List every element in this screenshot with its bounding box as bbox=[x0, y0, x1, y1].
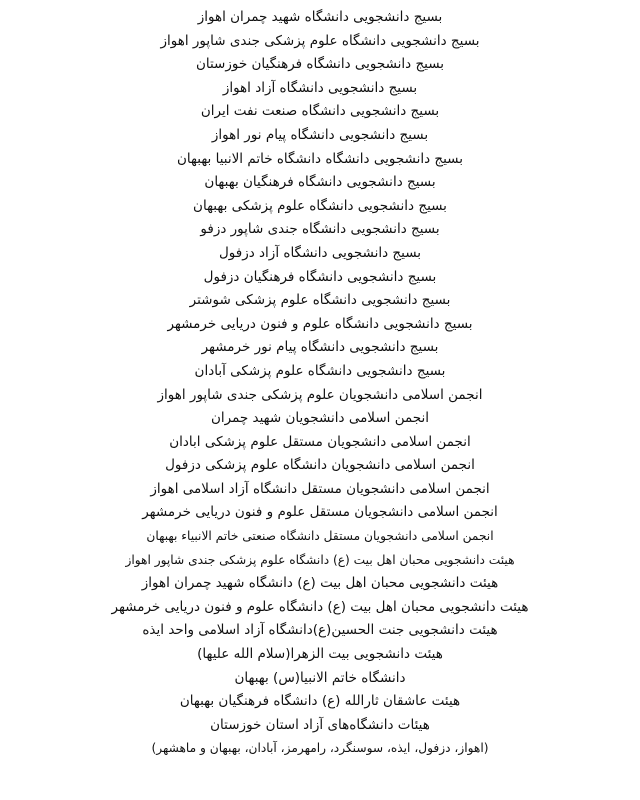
list-item: بسیج دانشجویی دانشگاه شهید چمران اهواز bbox=[197, 9, 443, 25]
list-item: بسیج دانشجویی دانشگاه جندی شاپور دزفو bbox=[200, 221, 440, 238]
organization-list bbox=[70, 6, 570, 761]
list-item: هیئت عاشقان ثارالله (ع) دانشگاه فرهنگیان بهبهان bbox=[179, 693, 461, 710]
list-item: دانشگاه خاتم الانبیا(س) بهبهان bbox=[234, 669, 406, 686]
list-item: بسیج دانشجویی دانشگاه فرهنگیان خوزستان bbox=[195, 56, 445, 73]
list-item: انجمن اسلامی دانشجویان دانشگاه علوم پزشکی دزفول bbox=[165, 457, 475, 474]
list-item: بسیج دانشجویی دانشگاه فرهنگیان دزفول bbox=[203, 268, 437, 285]
list-item: بسیج دانشجویی دانشگاه علوم پزشکی بهبهان bbox=[193, 197, 447, 214]
list-item: انجمن اسلامی دانشجویان مستقل دانشگاه صنعتی خاتم الانبیاء بهبهان bbox=[146, 529, 494, 544]
list-item: بسیج دانشجویی دانشگاه علوم و فنون دریایی خرمشهر bbox=[167, 315, 473, 332]
list-item: بسیج دانشجویی دانشگاه علوم پزشکی شوشتر bbox=[189, 292, 451, 309]
list-item: بسیج دانشجویی دانشگاه پیام نور اهواز bbox=[211, 126, 429, 143]
list-item: بسیج دانشجویی دانشگاه فرهنگیان بهبهان bbox=[204, 174, 436, 191]
list-item: انجمن اسلامی دانشجویان مستقل علوم و فنون دریایی خرمشهر bbox=[142, 504, 498, 521]
list-item: بسیج دانشجویی دانشگاه پیام نور خرمشهر bbox=[201, 339, 439, 356]
list-item: انجمن اسلامی دانشجویان مستقل دانشگاه آزاد اسلامی اهواز bbox=[150, 480, 490, 497]
list-item: (اهواز، دزفول، ایذه، سوسنگرد، رامهرمز، آبادان، بهبهان و ماهشهر) bbox=[151, 741, 489, 756]
list-item: هیئت دانشجویی جنت الحسین(ع)دانشگاه آزاد اسلامی واحد ایذه bbox=[142, 622, 498, 639]
list-item: انجمن اسلامی دانشجویان شهید چمران bbox=[210, 410, 430, 427]
list-item: انجمن اسلامی دانشجویان مستقل علوم پزشکی ابادان bbox=[169, 433, 471, 450]
list-item: بسیج دانشجویی دانشگاه علوم پزشکی جندی شاپور اهواز bbox=[160, 32, 480, 49]
list-item: انجمن اسلامی دانشجویان علوم پزشکی جندی شاپور اهواز bbox=[157, 386, 483, 403]
list-item: بسیج دانشجویی دانشگاه دانشگاه خاتم الانبیا بهبهان bbox=[177, 150, 463, 167]
list-item: بسیج دانشجویی دانشگاه آزاد دزفول bbox=[218, 244, 422, 261]
list-item: بسیج دانشجویی دانشگاه صنعت نفت ایران bbox=[200, 103, 440, 120]
list-item: بسیج دانشجویی دانشگاه آزاد اهواز bbox=[222, 79, 418, 96]
list-item: هیئت دانشجویی محبان اهل بیت (ع) دانشگاه شهید چمران اهواز bbox=[141, 575, 499, 592]
list-item: هیئات دانشگاه‌های آزاد استان خوزستان bbox=[210, 716, 430, 733]
list-item: هیئت دانشجویی بیت الزهرا(سلام الله علیها) bbox=[197, 646, 443, 663]
list-item: بسیج دانشجویی دانشگاه علوم پزشکی آبادان bbox=[194, 362, 446, 379]
list-item: هیئت دانشجویی محبان اهل بیت (ع) دانشگاه علوم و فنون دریایی خرمشهر bbox=[111, 598, 529, 615]
list-item: هیئت دانشجویی محبان اهل بیت (ع) دانشگاه علوم پزشکی جندی شاپور اهواز bbox=[125, 552, 515, 567]
